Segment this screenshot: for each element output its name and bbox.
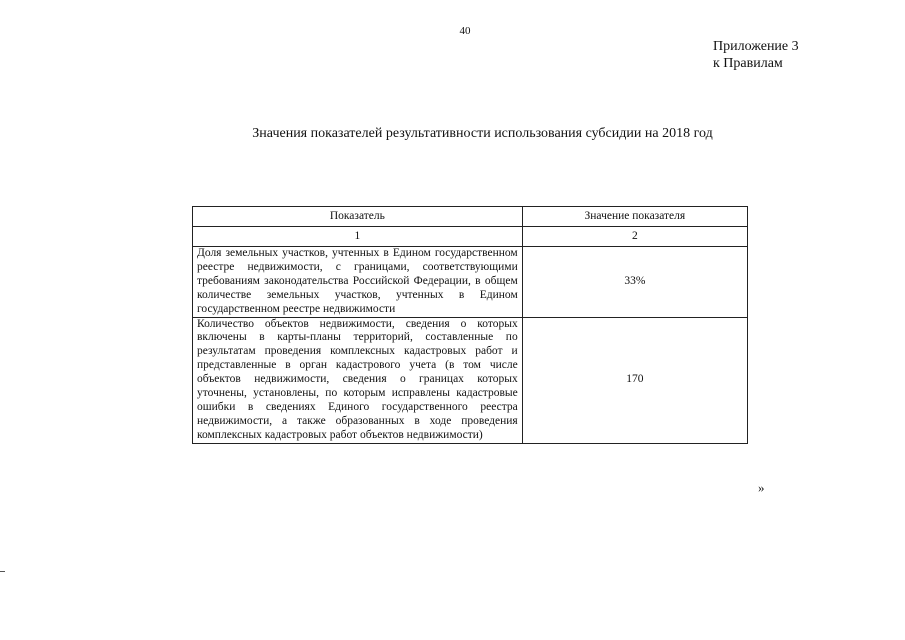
scan-margin-mark — [0, 571, 5, 572]
closing-quote: » — [758, 480, 765, 495]
table-header-row — [193, 207, 748, 227]
page-number: 40 — [459, 25, 471, 37]
indicator-description: Доля земельных участков, учтенных в Едином государственном реестре недвижимости, с границами, соответствующими требованиям законодательства Российской Федерации, в общем количестве земельных участков, учтенных в Едином государственном реестре недвижимости — [193, 247, 523, 318]
document-title: Значения показателей результативности использования субсидии на 2018 год — [252, 126, 713, 141]
indicator-value: 33% — [522, 247, 747, 318]
indicators-table — [192, 206, 748, 444]
indicator-description: Количество объектов недвижимости, сведения о которых включены в карты-планы территорий, составленные по результатам проведения комплексных кадастровых работ и представленные в орган кадастрового учета (в том числе объектов недвижимости, сведения о границах которых уточнены, установлены, по которым исправлены кадастровые ошибки в сведениях Единого государственного реестра недвижимости, а также образованных в ходе проведения комплексных кадастровых работ объектов недвижимости) — [193, 317, 523, 443]
header-value: Значение показателя — [522, 207, 747, 227]
column-number-2: 2 — [522, 227, 747, 247]
column-number-row — [193, 227, 748, 247]
appendix-line-2: к Правилам — [713, 56, 783, 71]
appendix-label — [713, 38, 799, 72]
appendix-line-1: Приложение 3 — [713, 39, 799, 54]
table-row — [193, 247, 748, 318]
indicator-value: 170 — [522, 317, 747, 443]
column-number-1: 1 — [193, 227, 523, 247]
header-indicator: Показатель — [193, 207, 523, 227]
table-row — [193, 317, 748, 443]
